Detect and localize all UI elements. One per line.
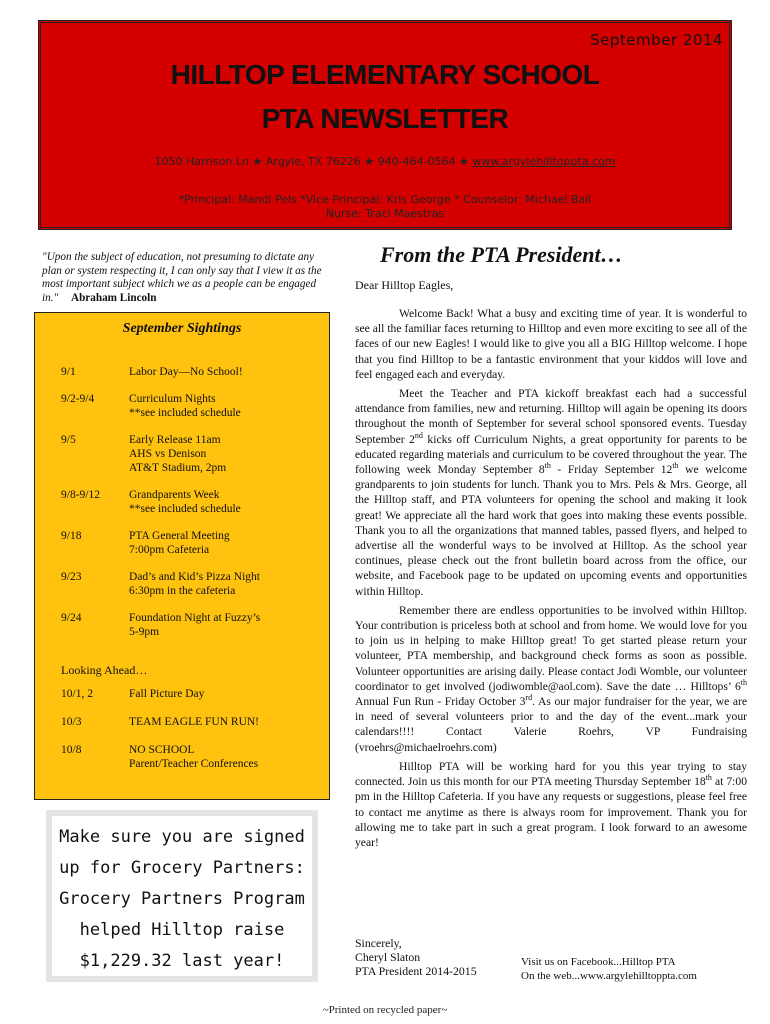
event-text: Labor Day—No School! — [129, 366, 243, 378]
event-item — [61, 611, 323, 639]
grocery-line: $1,229.32 last year! — [79, 951, 285, 971]
grocery-partners-box — [46, 810, 318, 982]
event-item — [61, 392, 323, 420]
looking-ahead-heading: Looking Ahead… — [61, 663, 148, 677]
event-item — [61, 570, 323, 598]
newsletter-header — [38, 20, 732, 230]
event-text: Grandparents Week **see included schedule — [129, 489, 241, 515]
school-website-link[interactable]: www.argylehilltoppta.com — [472, 155, 616, 168]
sightings-title: September Sightings — [122, 321, 242, 336]
facebook-link[interactable]: Visit us on Facebook...Hilltop PTA — [521, 956, 676, 968]
event-item — [61, 715, 323, 729]
event-text: Dad’s and Kid’s Pizza Night 6:30pm in the cafeteria — [129, 571, 260, 597]
event-date: 10/8 — [61, 744, 82, 756]
event-text: PTA General Meeting 7:00pm Cafeteria — [129, 530, 230, 556]
looking-ahead-list — [61, 687, 323, 785]
web-link[interactable]: On the web...www.argylehilltoppta.com — [521, 970, 697, 982]
event-date: 9/23 — [61, 571, 82, 583]
grocery-line: up for Grocery Partners: — [59, 858, 305, 878]
salutation: Dear Hilltop Eagles, — [355, 278, 454, 292]
september-sightings-box — [34, 312, 330, 800]
event-date: 9/24 — [61, 612, 82, 624]
president-letter — [355, 306, 747, 854]
event-text: Foundation Night at Fuzzy’s 5-9pm — [129, 612, 261, 638]
event-text: Curriculum Nights **see included schedule — [129, 393, 241, 419]
newsletter-title: PTA NEWSLETTER — [261, 103, 509, 134]
event-date: 10/1, 2 — [61, 688, 93, 700]
event-date: 10/3 — [61, 716, 82, 728]
event-date: 9/1 — [61, 366, 76, 378]
issue-date: September 2014 — [590, 31, 723, 49]
lincoln-quote — [42, 251, 326, 305]
event-date: 9/8-9/12 — [61, 489, 100, 501]
staff-line: *Principal: Mandi Pels *Vice Principal: Kris George * Counselor: Michael Ball — [178, 193, 592, 206]
event-date: 9/2-9/4 — [61, 393, 95, 405]
event-date: 9/5 — [61, 434, 76, 446]
letter-paragraph: Meet the Teacher and PTA kickoff breakfast each had a successful attendance from families, new and returning. Hilltop will again be opening its doors throughout the month of September for several school sponsored events. Tuesday September 2nd kicks off Curriculum Nights, a great opportunity for parents to be educated regarding materials and curriculum to be covered throughout the year. The following week Monday September 8th - Friday September 12th we welcome grandparents to join students for lunch. Thank you to Mrs. Pels & Mrs. George, all the Hilltop staff, and PTA volunteers for opening the school and making it look great! We appreciate all the hard work that goes into making these events possible. Thank you to all the organizations that manned tables, passed flyers, and helped to advertise all the wonderful ways to be involved at Hilltop. As the school year continues, please check out the front bulletin board across from the office, our website, and Facebook page to be updated on upcoming events and opportunities within Hilltop. — [355, 387, 748, 598]
social-links — [521, 955, 697, 983]
closing-word: Sincerely, — [355, 936, 402, 950]
event-item — [61, 743, 323, 771]
school-address: 1050 Harrison Ln ★ Argyle, TX 76226 ★ 940-464-0564 ★ — [154, 155, 473, 168]
event-text: Fall Picture Day — [129, 688, 205, 700]
quote-text: "Upon the subject of education, not presuming to dictate any plan or system respecting it, I can only say that I view it as the most important subject which we as a people can be engaged in." — [42, 251, 322, 304]
letter-paragraph: Hilltop PTA will be working hard for you this year trying to stay connected. Join us this month for our PTA meeting Thursday September 18th at 7:00 pm in the Hilltop Cafeteria. If you have any requests or suggestions, please feel free to contact me anytime as there is always room for improvement. Thank you for allowing me to take part in such a great program. I look forward to an awesome year! — [355, 759, 747, 849]
event-item — [61, 687, 323, 701]
grocery-line: helped Hilltop raise — [79, 920, 285, 940]
event-text: TEAM EAGLE FUN RUN! — [129, 716, 260, 728]
event-item — [61, 488, 323, 516]
president-heading: From the PTA President… — [380, 242, 623, 267]
event-text: NO SCHOOL Parent/Teacher Conferences — [129, 744, 259, 770]
grocery-line: Make sure you are signed — [59, 827, 305, 847]
event-item — [61, 365, 323, 379]
event-date: 9/18 — [61, 530, 82, 542]
staff-list — [41, 193, 729, 221]
event-item — [61, 529, 323, 557]
event-text: Early Release 11am AHS vs Denison AT&T Stadium, 2pm — [129, 434, 227, 474]
letter-paragraph: Welcome Back! What a busy and exciting time of year. It is wonderful to see all the familiar faces returning to Hilltop and even more exciting to see all of the faces of our new Eagles! I would like to give you all a BIG Hilltop welcome. I hope that you find Hilltop to be a fantastic environment that your kiddos will love and feel engaged each and everyday. — [355, 307, 747, 381]
event-item — [61, 433, 323, 475]
footer-note: ~Printed on recycled paper~ — [322, 1004, 448, 1016]
president-name: Cheryl Slaton — [355, 950, 421, 964]
letter-paragraph: Remember there are endless opportunities to be involved within Hilltop. Your contribution is priceless both at school and from home. We would love for you to join us in helping to make Hilltop great! To get started please return your volunteer, PTA membership, and background check forms as soon as possible. Volunteer opportunities are arising daily. Please contact Jodi Womble, our volunteer coordinator to get involved (jodiwomble@aol.com). Save the date … Hilltops’ 6th Annual Fun Run - Friday October 3rd. As our major fundraiser for the year, we are in need of several volunteers prior to and the day of the event...mark your calendars!!!! Contact Valerie Roehrs, VP Fundraising (vroehrs@michaelroehrs.com) — [355, 603, 747, 754]
event-list — [61, 365, 323, 652]
president-role: PTA President 2014-2015 — [355, 964, 477, 978]
grocery-line: Grocery Partners Program — [59, 889, 305, 909]
school-contact — [41, 155, 729, 168]
staff-line: Nurse: Traci Maestras — [325, 207, 445, 220]
signature-block — [355, 936, 477, 978]
quote-author: Abraham Lincoln — [71, 291, 157, 304]
school-title: HILLTOP ELEMENTARY SCHOOL — [170, 59, 600, 90]
